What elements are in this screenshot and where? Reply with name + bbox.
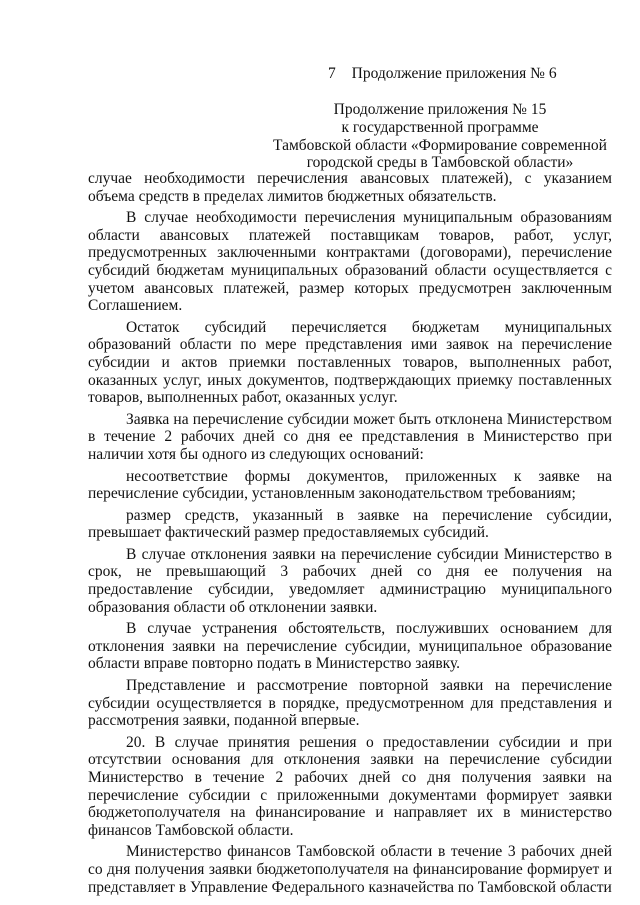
page-header	[328, 65, 557, 83]
paragraph: 20. В случае принятия решения о предоставлении субсидии и при отсутствии основания для отклонения заявки на перечисление субсидии Министерство в течение 2 рабочих дней со дня получения заявки на перечисление субсидии с приложенными документами формирует заявки бюджетополучателя на финансирование и направляет их в министерство финансов Тамбовской области.	[88, 733, 612, 839]
paragraph: размер средств, указанный в заявке на перечисление субсидии, превышает фактический размер предоставляемых субсидий.	[88, 506, 612, 542]
appendix-heading-line: к государственной программе	[341, 118, 539, 136]
paragraph: Заявка на перечисление субсидии может быть отклонена Министерством в течение 2 рабочих дней со дня ее представления в Министерство при наличии хотя бы одного из следующих оснований:	[88, 410, 612, 463]
appendix-heading-line: Продолжение приложения № 15	[333, 101, 547, 118]
appendix-continuation: Продолжение приложения № 6	[351, 65, 557, 82]
appendix-heading-line: Тамбовской области «Формирование современной	[273, 136, 607, 154]
appendix-heading-line: городской среды в Тамбовской области»	[306, 154, 574, 172]
appendix-heading	[268, 101, 612, 172]
paragraph: В случае устранения обстоятельств, послуживших основанием для отклонения заявки на перечисление субсидии, муниципальное образование области вправе повторно подать в Министерство заявку.	[88, 620, 612, 673]
paragraph: В случае необходимости перечисления муниципальным образованиям области авансовых платежей поставщикам товаров, работ, услуг, предусмотренных заключенными контрактами (договорами), перечисление субсидий бюджетам муниципальных образований области осуществляется с учетом авансовых платежей, размер которых предусмотрен заключенным Соглашением.	[88, 209, 612, 315]
paragraph: случае необходимости перечисления авансовых платежей), с указанием объема средств в пределах лимитов бюджетных обязательств.	[88, 170, 612, 205]
paragraph: несоответствие формы документов, приложенных к заявке на перечисление субсидии, установленным законодательством требованиям;	[88, 467, 612, 503]
paragraph: Министерство финансов Тамбовской области в течение 3 рабочих дней со дня получения заявки бюджетополучателя на финансирование формирует и представляет в Управление Федерального казначейства по Тамбовской области	[88, 843, 612, 896]
paragraph: Остаток субсидий перечисляется бюджетам муниципальных образований области по мере представления ими заявок на перечисление субсидии и актов приемки поставленных товаров, выполненных работ, оказанных услуг, иных документов, подтверждающих приемку поставленных товаров, выполненных работ, оказанных услуг.	[88, 318, 612, 407]
paragraph: Представление и рассмотрение повторной заявки на перечисление субсидии осуществляется в порядке, предусмотренном для представления и рассмотрения заявки, поданной впервые.	[88, 677, 612, 730]
page-number: 7	[328, 65, 336, 82]
paragraph: В случае отклонения заявки на перечисление субсидии Министерство в срок, не превышающий 3 рабочих дней со дня ее получения на предоставление субсидии, уведомляет администрацию муниципального образования области об отклонении заявки.	[88, 545, 612, 616]
document-body	[88, 170, 612, 900]
